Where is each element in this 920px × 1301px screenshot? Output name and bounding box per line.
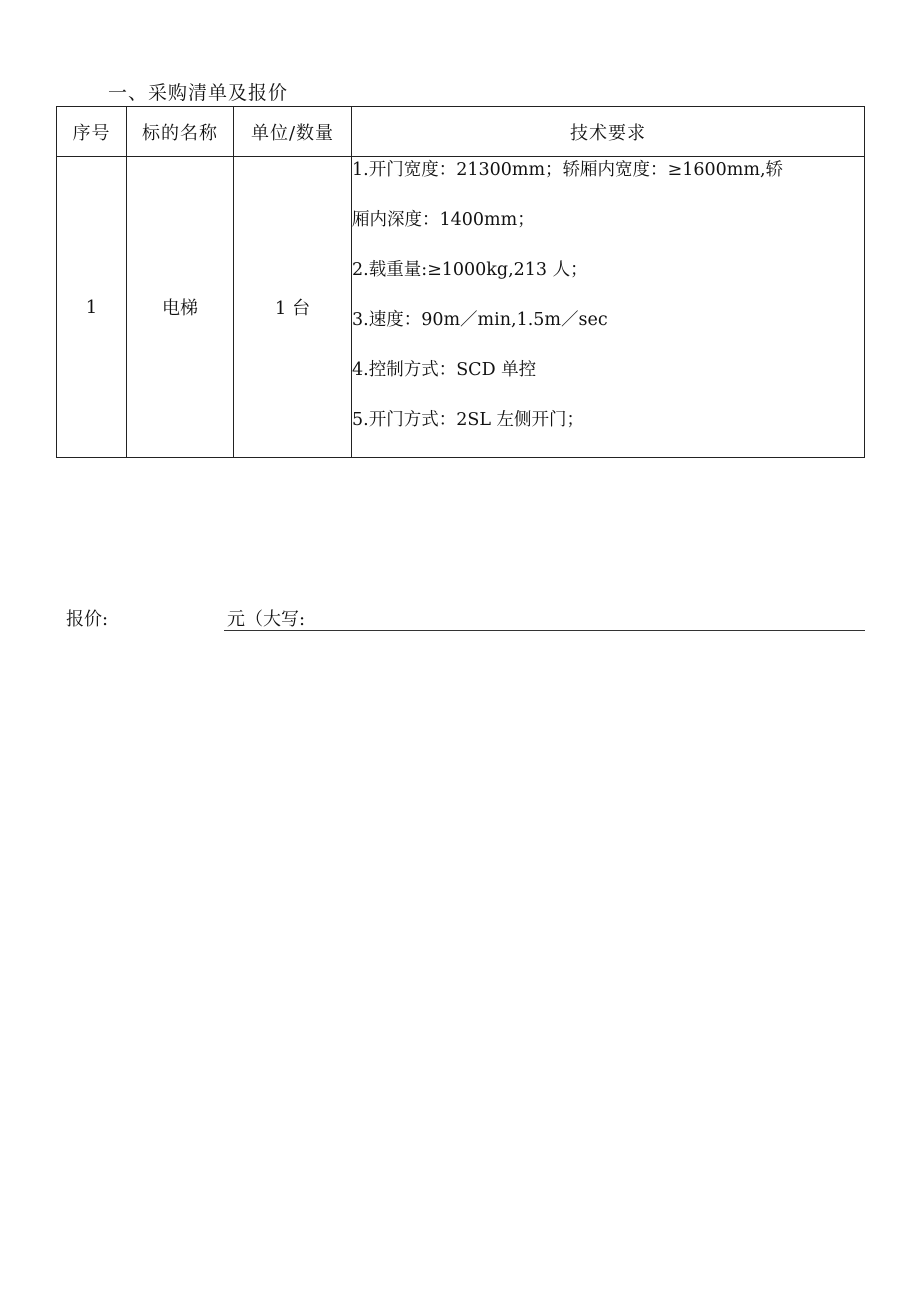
row-index: 1 [57,157,127,458]
price-label: 报价: [66,609,109,630]
requirement-line: 2.载重量:≥1000kg,213 人； [352,260,588,280]
procurement-table [56,106,865,458]
requirement-line: 厢内深度：1400mm； [352,210,535,230]
requirement-line: 4.控制方式：SCD 单控 [352,360,537,380]
header-technical-requirements: 技术要求 [352,107,865,157]
row-unit-quantity: 1 台 [234,157,352,458]
table-header-row [57,107,865,157]
price-fill-prefix: 元（大写: [227,609,306,630]
section-title: 一、采购清单及报价 [108,82,289,104]
header-index: 序号 [57,107,127,157]
header-unit-quantity: 单位/数量 [234,107,352,157]
requirement-line: 1.开门宽度：21300mm；轿厢内宽度：≥1600mm,轿 [352,160,784,180]
price-fill-line[interactable] [224,607,865,631]
row-technical-requirements [352,157,865,458]
requirement-line: 3.速度：90m／min,1.5m／sec [352,310,608,330]
requirement-line: 5.开门方式：2SL 左侧开门； [352,410,585,430]
row-item-name: 电梯 [127,157,234,458]
table-row [57,157,865,458]
header-item-name: 标的名称 [127,107,234,157]
